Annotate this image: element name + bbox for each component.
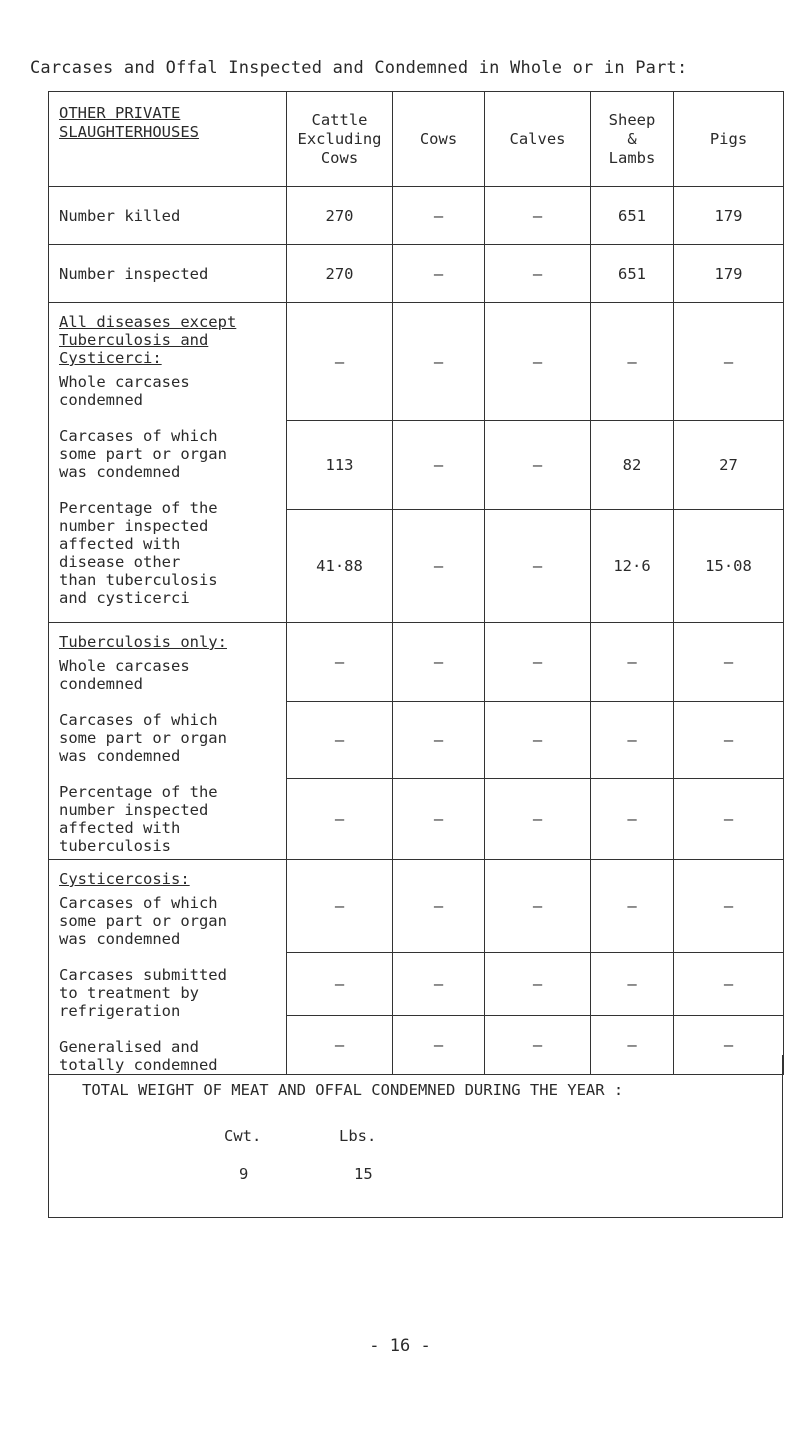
label-line: OTHER PRIVATE bbox=[59, 104, 181, 122]
label-line: SLAUGHTERHOUSES bbox=[59, 123, 199, 141]
cell-value: – bbox=[674, 702, 784, 779]
cell-value: – bbox=[674, 623, 784, 702]
cell-value: – bbox=[393, 187, 485, 245]
label-line: Excluding bbox=[297, 129, 382, 148]
cell-value: – bbox=[485, 623, 591, 702]
cell-value: 113 bbox=[287, 421, 393, 510]
cell-value: – bbox=[393, 510, 485, 623]
label-line: Carcases submitted bbox=[59, 966, 227, 984]
row-label: Number killed bbox=[49, 187, 287, 245]
cell-value: – bbox=[393, 702, 485, 779]
label-line: Carcases of which bbox=[59, 894, 218, 912]
spacer bbox=[59, 481, 276, 499]
header-row bbox=[49, 92, 784, 187]
label-line: Cows bbox=[419, 129, 458, 148]
cell-value: 179 bbox=[674, 245, 784, 303]
label-line: refrigeration bbox=[59, 1002, 181, 1020]
cell-value: – bbox=[287, 860, 393, 953]
cell-value: – bbox=[591, 702, 674, 779]
cell-value: – bbox=[674, 1015, 784, 1074]
label-line: & bbox=[627, 129, 637, 148]
spacer bbox=[59, 948, 276, 966]
cell-value: – bbox=[287, 779, 393, 860]
label-line: Pigs bbox=[709, 129, 748, 148]
cell-value: – bbox=[393, 1015, 485, 1074]
label-line: affected with bbox=[59, 819, 181, 837]
cell-value: – bbox=[485, 779, 591, 860]
cell-value: – bbox=[393, 779, 485, 860]
cell-value: – bbox=[485, 953, 591, 1015]
lbs-label: Lbs. bbox=[339, 1127, 377, 1145]
cell-value: – bbox=[287, 953, 393, 1015]
label-line: some part or organ bbox=[59, 729, 227, 747]
label-line: was condemned bbox=[59, 930, 181, 948]
label-line: totally condemned bbox=[59, 1056, 218, 1074]
cell-value: – bbox=[591, 303, 674, 421]
cell-value: – bbox=[287, 303, 393, 421]
page-title: Carcases and Offal Inspected and Condemned in Whole or in Part: bbox=[30, 58, 688, 78]
lbs-value: 15 bbox=[354, 1165, 373, 1183]
label-line: number inspected bbox=[59, 801, 209, 819]
total-weight-box bbox=[48, 1055, 783, 1218]
label-line: some part or organ bbox=[59, 445, 227, 463]
label-line: Lambs bbox=[608, 148, 656, 167]
label-line: affected with bbox=[59, 535, 181, 553]
cell-value: – bbox=[393, 953, 485, 1015]
label-line: than tuberculosis bbox=[59, 571, 218, 589]
cell-value: 270 bbox=[287, 187, 393, 245]
cell-value: – bbox=[393, 860, 485, 953]
cell-value: – bbox=[674, 303, 784, 421]
cell-value: – bbox=[485, 421, 591, 510]
cell-value: 651 bbox=[591, 245, 674, 303]
cell-value: – bbox=[485, 187, 591, 245]
label-line: Whole carcases bbox=[59, 373, 190, 391]
label-line: Calves bbox=[509, 129, 566, 148]
cell-value: – bbox=[591, 953, 674, 1015]
cell-value: – bbox=[485, 245, 591, 303]
label-line: condemned bbox=[59, 675, 143, 693]
cell-value: – bbox=[393, 245, 485, 303]
label-line: Percentage of the bbox=[59, 499, 218, 517]
section2-label bbox=[49, 623, 287, 860]
label-line: Tuberculosis and bbox=[59, 331, 209, 349]
spacer bbox=[59, 693, 276, 711]
label-line: Generalised and bbox=[59, 1038, 199, 1056]
cell-value: 41·88 bbox=[287, 510, 393, 623]
cell-value: – bbox=[287, 702, 393, 779]
label-line: Percentage of the bbox=[59, 783, 218, 801]
label-line: Carcases of which bbox=[59, 427, 218, 445]
column-header bbox=[287, 92, 393, 187]
cell-value: – bbox=[674, 953, 784, 1015]
label-line: and cysticerci bbox=[59, 589, 190, 607]
label-line: Carcases of which bbox=[59, 711, 218, 729]
label-line: number inspected bbox=[59, 517, 209, 535]
section1-row bbox=[49, 303, 784, 421]
cell-value: – bbox=[287, 623, 393, 702]
label-line: condemned bbox=[59, 391, 143, 409]
section2-row bbox=[49, 623, 784, 702]
label-line: Whole carcases bbox=[59, 657, 190, 675]
cwt-label: Cwt. bbox=[224, 1127, 262, 1145]
cell-value: 82 bbox=[591, 421, 674, 510]
page-number: - 16 - bbox=[369, 1336, 431, 1356]
cell-value: 12·6 bbox=[591, 510, 674, 623]
label-line: All diseases except bbox=[59, 313, 237, 331]
cell-value: – bbox=[674, 860, 784, 953]
label-line: Cows bbox=[320, 148, 359, 167]
cell-value: – bbox=[591, 779, 674, 860]
cell-value: – bbox=[287, 1015, 393, 1074]
section1-label bbox=[49, 303, 287, 623]
label-line: was condemned bbox=[59, 463, 181, 481]
cell-value: 15·08 bbox=[674, 510, 784, 623]
section3-label bbox=[49, 860, 287, 1075]
row-killed bbox=[49, 187, 784, 245]
row-inspected bbox=[49, 245, 784, 303]
section3-row bbox=[49, 860, 784, 953]
label-line: to treatment by bbox=[59, 984, 199, 1002]
inspection-table bbox=[48, 91, 784, 1075]
column-header bbox=[674, 92, 784, 187]
cell-value: – bbox=[393, 303, 485, 421]
cell-value: 270 bbox=[287, 245, 393, 303]
column-header bbox=[485, 92, 591, 187]
cwt-value: 9 bbox=[239, 1165, 249, 1183]
cell-value: 651 bbox=[591, 187, 674, 245]
total-weight-heading: TOTAL WEIGHT OF MEAT AND OFFAL CONDEMNED DURING THE YEAR : bbox=[82, 1081, 624, 1099]
label-line: some part or organ bbox=[59, 912, 227, 930]
cell-value: – bbox=[674, 779, 784, 860]
spacer bbox=[59, 1020, 276, 1038]
spacer bbox=[59, 765, 276, 783]
label-line: was condemned bbox=[59, 747, 181, 765]
column-header bbox=[591, 92, 674, 187]
label-line: Sheep bbox=[608, 110, 656, 129]
label-line: Cattle bbox=[311, 110, 368, 129]
cell-value: – bbox=[393, 623, 485, 702]
label-line: Cysticercosis: bbox=[59, 870, 190, 888]
cell-value: – bbox=[485, 702, 591, 779]
label-line: tuberculosis bbox=[59, 837, 171, 855]
cell-value: – bbox=[591, 1015, 674, 1074]
spacer bbox=[59, 409, 276, 427]
cell-value: 27 bbox=[674, 421, 784, 510]
cell-value: – bbox=[591, 860, 674, 953]
cell-value: – bbox=[485, 303, 591, 421]
column-header bbox=[393, 92, 485, 187]
label-line: Tuberculosis only: bbox=[59, 633, 227, 651]
cell-value: – bbox=[485, 1015, 591, 1074]
cell-value: – bbox=[393, 421, 485, 510]
cell-value: – bbox=[485, 860, 591, 953]
label-line: Cysticerci: bbox=[59, 349, 162, 367]
cell-value: – bbox=[591, 623, 674, 702]
row-label: Number inspected bbox=[49, 245, 287, 303]
cell-value: 179 bbox=[674, 187, 784, 245]
header-slaughterhouses bbox=[49, 92, 287, 187]
cell-value: – bbox=[485, 510, 591, 623]
label-line: disease other bbox=[59, 553, 181, 571]
